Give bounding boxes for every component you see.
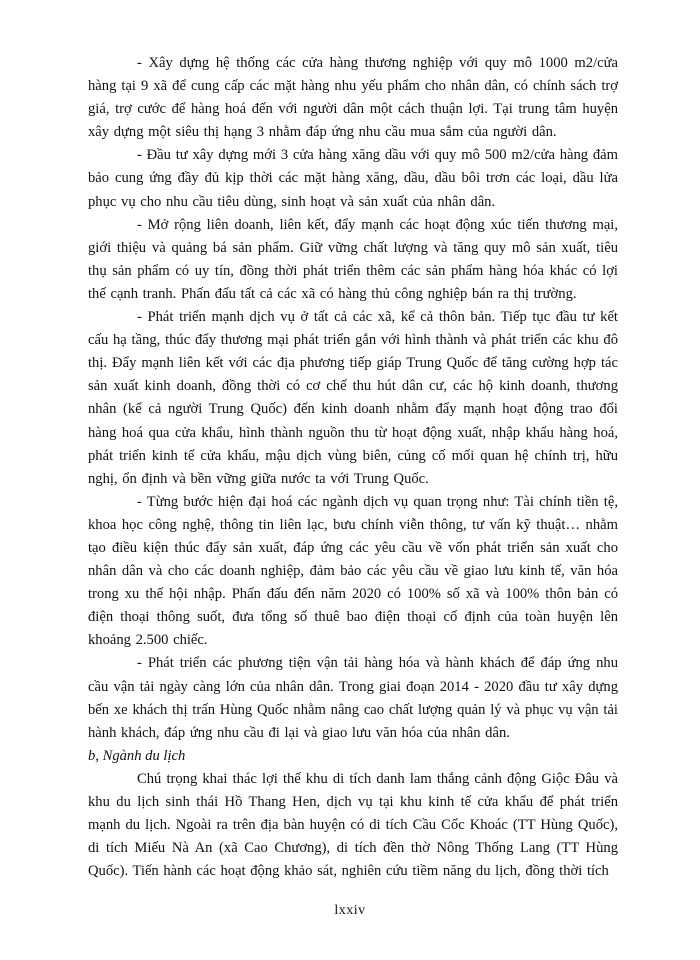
paragraph-gas-stations: - Đầu tư xây dựng mới 3 cửa hàng xăng dầu với quy mô 500 m2/cửa hàng đảm bảo cung ứng đầy đủ kịp thời các mặt hàng xăng, dầu, dầu bôi trơn các loại, dầu lửa phục vụ cho nhu cầu tiêu dùng, sinh hoạt và sản xuất của nhân dân. bbox=[88, 147, 618, 210]
page-body bbox=[88, 52, 618, 883]
paragraph-transport: - Phát triển các phương tiện vận tải hàng hóa và hành khách để đáp ứng nhu cầu vận tải ngày càng lớn của nhân dân. Trong giai đoạn 2014 - 2020 đầu tư xây dựng bến xe khách thị trấn Hùng Quốc nhằm nâng cao chất lượng quản lý và phục vụ vận tải hành khách, đáp ứng nhu cầu đi lại và giao lưu văn hóa của nhân dân. bbox=[88, 655, 618, 741]
section-heading-tourism: b, Ngành du lịch bbox=[88, 747, 186, 764]
page-number: lxxiv bbox=[334, 903, 366, 918]
paragraph-service-development: - Phát triển mạnh dịch vụ ở tất cả các xã, kể cả thôn bản. Tiếp tục đầu tư kết cấu hạ tầng, thúc đẩy thương mại phát triển gắn với hình thành và phát triển các khu đô thị. Đẩy mạnh liên kết với các địa phương tiếp giáp Trung Quốc để tăng cường hợp tác sản xuất kinh doanh, đồng thời có cơ chế thu hút dân cư, các hộ kinh doanh, thương nhân (kể cả người Trung Quốc) đến kinh doanh nhằm đẩy mạnh hoạt động trao đổi hàng hoá qua cửa khẩu, hình thành nguồn thu từ hoạt động xuất, nhập khẩu hàng hoá, phát triển kinh tế cửa khẩu, mậu dịch vùng biên, củng cố mối quan hệ chính trị, hữu nghị, ổn định và bền vững giữa nước ta với Trung Quốc. bbox=[88, 309, 618, 487]
paragraph-modernization: - Từng bước hiện đại hoá các ngành dịch vụ quan trọng như: Tài chính tiền tệ, khoa học công nghệ, thông tin liên lạc, bưu chính viễn thông, tư vấn kỹ thuật… nhằm tạo điều kiện thúc đẩy sản xuất, đáp ứng các yêu cầu về vốn phát triển sản xuất cho nhân dân và cho các doanh nghiệp, đảm bảo các yêu cầu về giao lưu kinh tế, văn hóa trong xu thế hội nhập. Phấn đấu đến năm 2020 có 100% số xã và 100% thôn bản có điện thoại thông suốt, đưa tổng số thuê bao điện thoại cố định của toàn huyện lên khoảng 2.500 chiếc. bbox=[88, 493, 618, 649]
paragraph-store-system: - Xây dựng hệ thống các cửa hàng thương nghiệp với quy mô 1000 m2/cửa hàng tại 9 xã để cung cấp các mặt hàng nhu yếu phẩm cho nhân dân, có chính sách trợ giá, trợ cước để hàng hoá đến với người dân một cách thuận lợi. Tại trung tâm huyện xây dựng một siêu thị hạng 3 nhằm đáp ứng nhu cầu mua sắm của người dân. bbox=[88, 55, 618, 141]
paragraph-tourism: Chú trọng khai thác lợi thế khu di tích danh lam thắng cảnh động Giộc Đâu và khu du lịch sinh thái Hồ Thang Hen, dịch vụ tại khu kinh tế cửa khẩu để phát triển mạnh du lịch. Ngoài ra trên địa bàn huyện có di tích Cầu Cốc Khoác (TT Hùng Quốc), di tích Miếu Nà An (xã Cao Chương), di tích đền thờ Nông Thống Lang (TT Hùng Quốc). Tiến hành các hoạt động khảo sát, nghiên cứu tiềm năng du lịch, đồng thời tích bbox=[88, 770, 618, 880]
paragraph-trade-promotion: - Mở rộng liên doanh, liên kết, đẩy mạnh các hoạt động xúc tiến thương mại, giới thiệu và quảng bá sản phẩm. Giữ vững chất lượng và tăng quy mô sản xuất, tiêu thụ sản phẩm có uy tín, đồng thời phát triển thêm các sản phẩm hàng hóa khác có lợi thế cạnh tranh. Phấn đấu tất cả các xã có hàng thủ công nghiệp bán ra thị trường. bbox=[88, 216, 618, 302]
